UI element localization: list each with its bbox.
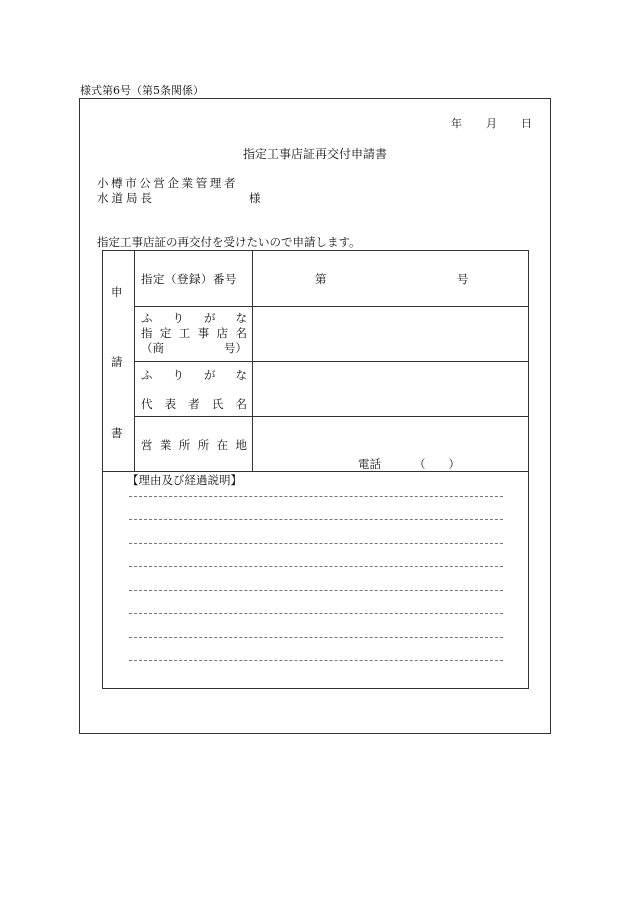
date-month: 月 — [486, 117, 497, 130]
phone-label: 電話 — [358, 457, 381, 471]
side-label-char: 書 — [111, 426, 123, 440]
trade-name-close: 号） — [224, 341, 247, 355]
addressee-honorific: 様 — [249, 191, 261, 205]
designation-number-label: 指定（登録）番号 — [141, 272, 237, 286]
representative-name-label: 代表者氏名 — [141, 397, 247, 411]
side-label-char: 請 — [111, 355, 123, 369]
writing-line — [129, 660, 503, 661]
form-frame — [79, 98, 551, 734]
addressee-line1: 小樽市公営企業管理者 — [97, 176, 238, 190]
reason-title: 【理由及び経過説明】 — [127, 473, 242, 487]
application-statement: 指定工事店証の再交付を受けたいので申請します。 — [97, 235, 361, 249]
trade-name-label — [141, 340, 247, 356]
furigana-label: ふりがな — [141, 311, 247, 325]
table-divider — [134, 416, 528, 417]
designation-dai: 第 — [315, 272, 327, 286]
office-address-label: 営業所所在地 — [141, 438, 247, 452]
document-title: 指定工事店証再交付申請書 — [242, 147, 387, 161]
writing-line — [129, 590, 503, 591]
date-day: 日 — [521, 117, 532, 130]
trade-name-open: （商 — [141, 341, 164, 355]
form-number: 様式第6号（第5条関係） — [80, 84, 204, 97]
writing-line — [129, 637, 503, 638]
writing-line — [129, 519, 503, 520]
addressee-line2: 水道局長 — [97, 191, 155, 205]
table-divider — [134, 306, 528, 307]
writing-line — [129, 496, 503, 497]
writing-line — [129, 566, 503, 567]
date-year: 年 — [451, 117, 462, 130]
shop-name-label: 指定工事店名 — [141, 326, 247, 340]
designation-go: 号 — [457, 272, 469, 286]
table-divider — [134, 361, 528, 362]
furigana-label: ふりがな — [141, 368, 247, 382]
side-label-char: 申 — [111, 285, 123, 299]
applicant-table — [102, 250, 529, 472]
reason-box — [102, 471, 529, 689]
phone-parens: （ ） — [414, 457, 460, 471]
date-line — [427, 115, 532, 131]
writing-line — [129, 613, 503, 614]
writing-line — [129, 543, 503, 544]
